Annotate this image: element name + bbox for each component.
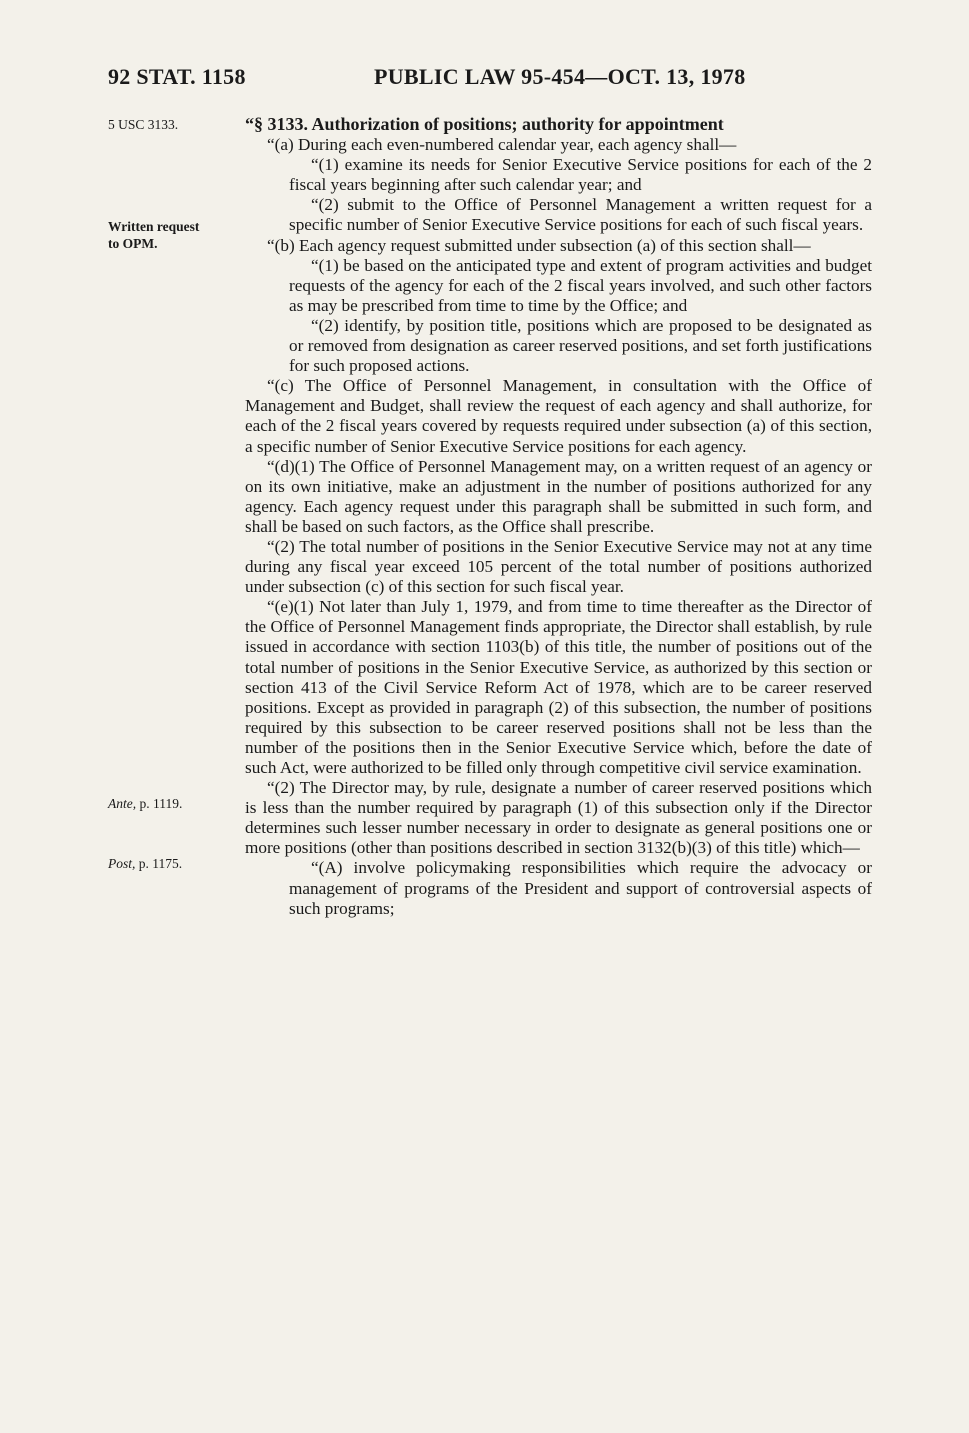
- paragraph-e-1: “(e)(1) Not later than July 1, 1979, and from time to time thereafter as the Director of the Office of Personnel Management finds appropriate, the Director shall establish, by rule issued in accordance with section 1103(b) of this title, the number of positions out of the total number of positions in the Senior Executive Service, as authorized by this section or section 413 of the Civil Service Reform Act of 1978, which are to be career reserved positions. Except as provided in paragraph (2) of this subsection, the number of positions required by this subsection to be career reserved positions shall not be less than the number of the positions then in the Senior Executive Service which, before the date of such Act, were authorized to be filled only through competitive civil service examination.: [245, 597, 872, 777]
- paragraph-a-1: “(1) examine its needs for Senior Executive Service positions for each of the 2 fiscal years beginning after such calendar year; and: [289, 155, 872, 195]
- paragraph-e-2-A: “(A) involve policymaking responsibilities which require the advocacy or management of programs of the President and support of controversial aspects of such programs;: [289, 858, 872, 918]
- paragraph-a-2: “(2) submit to the Office of Personnel Management a written request for a specific number of Senior Executive Service positions for each of such fiscal years.: [289, 195, 872, 235]
- paragraph-b-1: “(1) be based on the anticipated type and extent of program activities and budget requests of the agency for each of the 2 fiscal years involved, and such other factors as may be prescribed from time to time by the Office; and: [289, 255, 872, 315]
- ante-label: Ante,: [108, 796, 137, 811]
- running-head: PUBLIC LAW 95-454—OCT. 13, 1978: [374, 64, 746, 89]
- statute-text: [245, 114, 872, 919]
- bleed-through-shadow: [120, 350, 124, 366]
- paragraph-b-2: “(2) identify, by position title, positions which are proposed to be designated as or removed from designation as career reserved positions, and set forth justifications for such proposed actions.: [289, 315, 872, 376]
- paragraph-d-1: “(d)(1) The Office of Personnel Management may, on a written request of an agency or on its own initiative, make an adjustment in the number of positions authorized for any agency. Each agency request under this paragraph shall be submitted in such form, and shall be based on such factors, as the Office shall prescribe.: [245, 456, 872, 536]
- statute-page-number: 92 STAT. 1158: [108, 64, 246, 89]
- margin-note-written-request: Written request: [108, 219, 200, 234]
- paragraph-a: “(a) During each even-numbered calendar year, each agency shall—: [267, 135, 737, 155]
- margin-note-usc: 5 USC 3133.: [108, 117, 179, 132]
- page-header: [108, 64, 873, 94]
- post-label: Post,: [108, 856, 136, 871]
- margin-note-post: [108, 855, 182, 872]
- paragraph-b: “(b) Each agency request submitted under subsection (a) of this section shall—: [267, 235, 811, 255]
- ante-page: p. 1119.: [136, 796, 183, 811]
- paragraph-c: “(c) The Office of Personnel Management, in consultation with the Office of Management and Budget, shall review the request of each agency and shall authorize, for each of the 2 fiscal years covered by requests required under subsection (a) of this section, a specific number of Senior Executive Service positions for each agency.: [245, 376, 872, 456]
- margin-note-ante: [108, 795, 182, 812]
- paragraph-d-2: “(2) The total number of positions in the Senior Executive Service may not at any time during any fiscal year exceed 105 percent of the total number of positions authorized under subsection (c) of this section for such fiscal year.: [245, 536, 872, 597]
- margin-note-to-opm: to OPM.: [108, 236, 158, 251]
- post-page: p. 1175.: [135, 856, 183, 871]
- section-heading: “§ 3133. Authorization of positions; authority for appointment: [245, 114, 724, 134]
- paragraph-e-2: “(2) The Director may, by rule, designate a number of career reserved positions which is less than the number required by paragraph (1) of this subsection only if the Director determines such lesser number necessary in order to designate as general positions one or more positions (other than positions described in section 3132(b)(3) of this title) which—: [245, 778, 872, 858]
